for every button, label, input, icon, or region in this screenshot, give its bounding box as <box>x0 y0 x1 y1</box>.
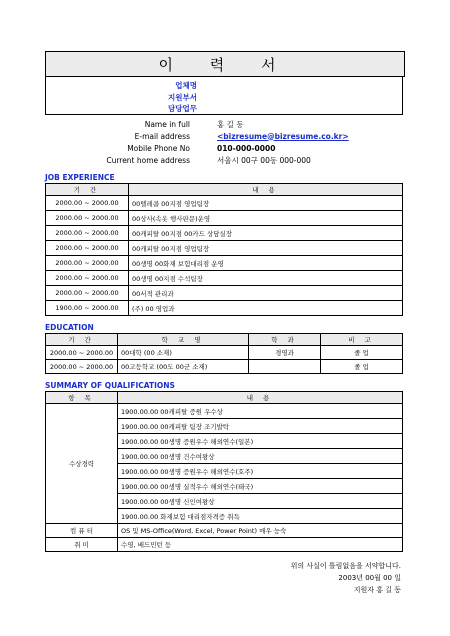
table-row <box>46 256 403 271</box>
job-period-header: 기 간 <box>46 184 129 196</box>
table-row <box>46 346 403 360</box>
job-content: 00서적 관리과 <box>129 286 403 301</box>
duty-label: 담당업무 <box>168 104 197 113</box>
job-period: 2000.00 ~ 2000.00 <box>46 211 129 226</box>
job-period: 2000.00 ~ 2000.00 <box>46 241 129 256</box>
personal-info <box>45 118 403 166</box>
table-row <box>46 404 403 419</box>
department-label: 지원부서 <box>168 93 197 102</box>
edu-school: 00고등학교 (00도 00군 소재) <box>118 360 249 374</box>
job-period: 1900.00 ~ 2000.00 <box>46 301 129 316</box>
education-table <box>45 333 403 374</box>
table-row <box>46 538 403 552</box>
edu-note: 졸 업 <box>321 346 403 360</box>
edu-note: 졸 업 <box>321 360 403 374</box>
edu-period-header: 기 간 <box>46 334 118 346</box>
table-row <box>46 211 403 226</box>
address-value: 서울시 00구 00동 000-000 <box>217 155 311 165</box>
qual-content-header: 내 용 <box>118 392 403 404</box>
table-row <box>46 196 403 211</box>
company-info-box <box>45 77 403 115</box>
job-period: 2000.00 ~ 2000.00 <box>46 256 129 271</box>
company-name-label: 업체명 <box>175 81 197 90</box>
hobby-label: 취 미 <box>46 538 118 552</box>
table-row <box>46 271 403 286</box>
address-row <box>45 154 403 166</box>
qualifications-heading: SUMMARY OF QUALIFICATIONS <box>45 381 175 390</box>
table-row <box>46 286 403 301</box>
table-row <box>46 241 403 256</box>
edu-school-header: 학 교 명 <box>118 334 249 346</box>
award-item: 1900.00.00 00생명 건수여왕상 <box>118 449 403 464</box>
award-item: 1900.00.00 00생명 증원우수 해외연수(일본) <box>118 434 403 449</box>
edu-note-header: 비 고 <box>321 334 403 346</box>
edu-school: 00대학 (00 소재) <box>118 346 249 360</box>
address-key: Current home address <box>106 155 190 165</box>
job-content: 00생명 00화재 보험대리점 운영 <box>129 256 403 271</box>
job-experience-table <box>45 183 403 316</box>
table-row <box>46 226 403 241</box>
applicant-signature: 지원자 홍 길 동 <box>353 586 401 594</box>
job-period: 2000.00 ~ 2000.00 <box>46 226 129 241</box>
phone-key: Mobile Phone No <box>127 143 190 153</box>
phone-row <box>45 142 403 154</box>
edu-major <box>249 360 321 374</box>
computer-value: OS 및 MS-Office(Word, Excel, Power Point) 매우 능숙 <box>118 524 403 538</box>
award-item: 1900.00.00 00생명 실적우수 해외연수(태국) <box>118 479 403 494</box>
awards-label: 수상경력 <box>46 404 118 524</box>
edu-major: 경영과 <box>249 346 321 360</box>
job-content: 00텔레콤 00지점 영업팀장 <box>129 196 403 211</box>
pledge-text: 위의 사실이 틀림없음을 서약합니다. <box>290 562 401 570</box>
job-content: 00캐피탈 00지점 영업팀장 <box>129 241 403 256</box>
table-row <box>46 524 403 538</box>
name-row <box>45 118 403 130</box>
job-content: 00생명 00지점 수석팀장 <box>129 271 403 286</box>
table-row <box>46 360 403 374</box>
table-row <box>46 301 403 316</box>
email-row <box>45 130 403 142</box>
email-link[interactable]: <bizresume@bizresume.co.kr> <box>217 131 349 141</box>
qualifications-table <box>45 391 403 552</box>
email-key: E-mail address <box>134 131 190 141</box>
award-item: 1900.00.00 00생명 증원우수 해외연수(호주) <box>118 464 403 479</box>
signature-date: 2003년 00월 00 일 <box>338 574 401 582</box>
award-item: 1900.00.00 00생명 신인여왕상 <box>118 494 403 509</box>
resume-title: 이 력 서 <box>45 51 405 77</box>
job-content: 00캐피탈 00지점 00카드 상담실장 <box>129 226 403 241</box>
job-period: 2000.00 ~ 2000.00 <box>46 286 129 301</box>
edu-period: 2000.00 ~ 2000.00 <box>46 346 118 360</box>
qual-item-header: 항 목 <box>46 392 118 404</box>
award-item: 1900.00.00 화재보험 대리점자격증 취득 <box>118 509 403 524</box>
award-item: 1900.00.00 00캐피탈 팀장 조기발탁 <box>118 419 403 434</box>
job-content: 00상사(속옷 행사판문)운영 <box>129 211 403 226</box>
job-content: (주) 00 영업과 <box>129 301 403 316</box>
name-value: 홍 길 동 <box>217 119 244 129</box>
hobby-value: 수영, 배드민턴 등 <box>118 538 403 552</box>
phone-value: 010-000-0000 <box>217 143 276 153</box>
education-heading: EDUCATION <box>45 323 94 332</box>
name-key: Name in full <box>144 119 190 129</box>
job-content-header: 내 용 <box>129 184 403 196</box>
signature-block <box>45 560 403 596</box>
computer-label: 컴 퓨 터 <box>46 524 118 538</box>
job-period: 2000.00 ~ 2000.00 <box>46 196 129 211</box>
job-period: 2000.00 ~ 2000.00 <box>46 271 129 286</box>
job-experience-heading: JOB EXPERIENCE <box>45 173 115 182</box>
resume-page <box>45 51 403 596</box>
award-item: 1900.00.00 00캐피탈 증원 우수상 <box>118 404 403 419</box>
edu-major-header: 학 과 <box>249 334 321 346</box>
edu-period: 2000.00 ~ 2000.00 <box>46 360 118 374</box>
